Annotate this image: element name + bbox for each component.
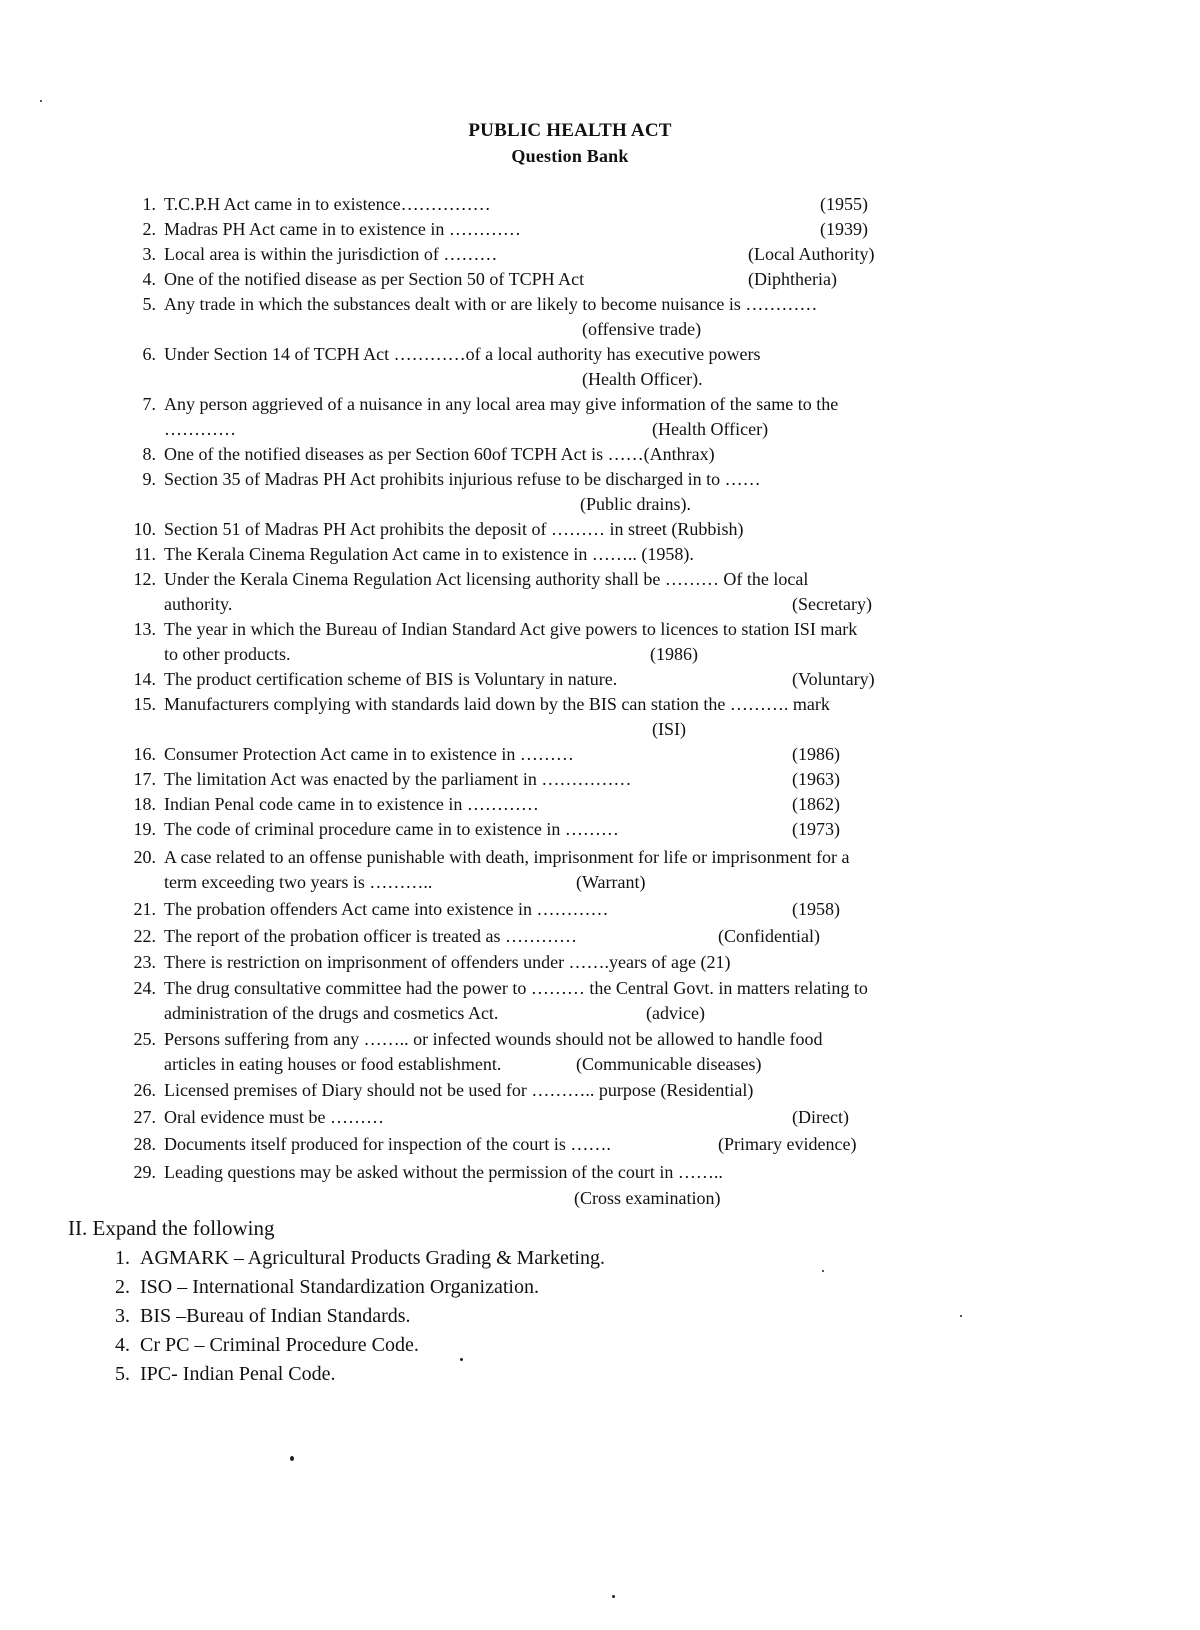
question-continuation: to other products. xyxy=(164,644,291,664)
question-text: The Kerala Cinema Regulation Act came in to existence in …….. (1958). xyxy=(164,544,694,564)
question-number: 4. xyxy=(142,269,156,289)
question-number: 21. xyxy=(133,899,156,919)
question-number: 9. xyxy=(142,469,156,489)
question-number: 28. xyxy=(133,1134,156,1154)
question-answer: (Warrant) xyxy=(576,872,646,892)
question-number: 25. xyxy=(133,1029,156,1049)
question-number: 5. xyxy=(142,294,156,314)
section-heading: II. Expand the following xyxy=(68,1216,275,1240)
question-text: The report of the probation officer is treated as ………… xyxy=(164,926,578,946)
question-22 xyxy=(112,924,1072,949)
question-answer: (Health Officer). xyxy=(582,369,703,389)
scan-speck xyxy=(40,100,42,102)
question-number: 26. xyxy=(133,1080,156,1100)
item-number: 4. xyxy=(115,1334,130,1356)
question-text: Madras PH Act came in to existence in ………… xyxy=(164,219,521,239)
item-number: 5. xyxy=(115,1363,130,1385)
question-number: 12. xyxy=(133,569,156,589)
question-answer: (Public drains). xyxy=(580,494,691,514)
question-answer: (1973) xyxy=(792,819,840,839)
question-29 xyxy=(112,1160,1072,1208)
question-text: The probation offenders Act came into existence in ………… xyxy=(164,899,609,919)
item-number: 2. xyxy=(115,1276,130,1298)
question-answer: (1958) xyxy=(792,899,840,919)
question-answer: (Primary evidence) xyxy=(718,1134,857,1154)
question-number: 13. xyxy=(133,619,156,639)
question-text: Oral evidence must be ……… xyxy=(164,1107,384,1127)
expand-item-5 xyxy=(100,1360,336,1388)
question-23 xyxy=(112,950,1072,975)
question-4 xyxy=(112,267,1072,292)
page-subtitle: Question Bank xyxy=(511,146,629,166)
question-answer: (1862) xyxy=(792,794,840,814)
question-number: 3. xyxy=(142,244,156,264)
question-text: Persons suffering from any …….. or infected wounds should not be allowed to handle food xyxy=(164,1029,823,1049)
question-number: 27. xyxy=(133,1107,156,1127)
question-21 xyxy=(112,897,1072,922)
question-answer: (1986) xyxy=(650,644,698,664)
question-text: One of the notified diseases as per Section 60of TCPH Act is ……(Anthrax) xyxy=(164,444,715,464)
question-5 xyxy=(112,292,1072,339)
question-text: Under Section 14 of TCPH Act …………of a local authority has executive powers xyxy=(164,344,761,364)
scan-speck xyxy=(822,1270,824,1272)
question-text: The year in which the Bureau of Indian Standard Act give powers to licences to station ISI mark xyxy=(164,619,858,639)
question-13 xyxy=(112,617,1072,664)
question-answer: (ISI) xyxy=(652,719,686,739)
question-27 xyxy=(112,1105,1072,1130)
expand-item-4 xyxy=(100,1331,419,1359)
question-answer: (Voluntary) xyxy=(792,669,875,689)
question-number: 15. xyxy=(133,694,156,714)
question-text: The drug consultative committee had the power to ……… the Central Govt. in matters relating to xyxy=(164,978,868,998)
question-number: 17. xyxy=(133,769,156,789)
question-number: 11. xyxy=(134,544,156,564)
question-answer: (Direct) xyxy=(792,1107,849,1127)
question-10 xyxy=(112,517,1072,542)
question-number: 18. xyxy=(133,794,156,814)
item-text: Cr PC – Criminal Procedure Code. xyxy=(140,1334,419,1356)
question-text: Leading questions may be asked without the permission of the court in …….. xyxy=(164,1162,723,1182)
question-continuation: articles in eating houses or food establishment. xyxy=(164,1054,502,1074)
question-18 xyxy=(112,792,1072,817)
question-text: The code of criminal procedure came in to existence in ……… xyxy=(164,819,619,839)
item-number: 3. xyxy=(115,1305,130,1327)
question-number: 8. xyxy=(142,444,156,464)
question-text: Under the Kerala Cinema Regulation Act licensing authority shall be ……… Of the local xyxy=(164,569,809,589)
question-answer: (Confidential) xyxy=(718,926,820,946)
question-number: 29. xyxy=(133,1162,156,1182)
question-number: 23. xyxy=(133,952,156,972)
question-2 xyxy=(112,217,1072,242)
question-number: 24. xyxy=(133,978,156,998)
question-24 xyxy=(112,976,1072,1023)
question-text: The product certification scheme of BIS is Voluntary in nature. xyxy=(164,669,618,689)
question-3 xyxy=(112,242,1072,267)
item-number: 1. xyxy=(115,1247,130,1269)
question-number: 1. xyxy=(142,194,156,214)
item-text: ISO – International Standardization Organization. xyxy=(140,1276,539,1298)
question-text: A case related to an offense punishable with death, imprisonment for life or imprisonment for a xyxy=(164,847,850,867)
question-text: The limitation Act was enacted by the parliament in …………… xyxy=(164,769,632,789)
question-continuation: term exceeding two years is ……….. xyxy=(164,872,433,892)
question-17 xyxy=(112,767,1072,792)
question-continuation: administration of the drugs and cosmetics Act. xyxy=(164,1003,499,1023)
scan-speck xyxy=(612,1595,615,1598)
question-25 xyxy=(112,1027,1072,1074)
question-number: 22. xyxy=(133,926,156,946)
question-20 xyxy=(112,845,1072,892)
question-11 xyxy=(112,542,1072,567)
question-15 xyxy=(112,692,1072,739)
question-number: 7. xyxy=(142,394,156,414)
question-number: 20. xyxy=(133,847,156,867)
question-answer: (advice) xyxy=(646,1003,705,1023)
question-answer: (Secretary) xyxy=(792,594,872,614)
question-text: There is restriction on imprisonment of offenders under …….years of age (21) xyxy=(164,952,731,972)
question-answer: (Communicable diseases) xyxy=(576,1054,762,1074)
question-text: Consumer Protection Act came in to existence in ……… xyxy=(164,744,574,764)
question-text: T.C.P.H Act came in to existence…………… xyxy=(164,194,491,214)
expand-item-3 xyxy=(100,1302,411,1330)
question-answer: (1963) xyxy=(792,769,840,789)
question-number: 2. xyxy=(142,219,156,239)
question-answer: (Local Authority) xyxy=(748,244,875,264)
question-text: Section 51 of Madras PH Act prohibits the deposit of ……… in street (Rubbish) xyxy=(164,519,744,539)
scan-speck xyxy=(960,1315,962,1317)
question-text: Any person aggrieved of a nuisance in any local area may give information of the same to the xyxy=(164,394,839,414)
question-answer: (1939) xyxy=(820,219,868,239)
question-text: Indian Penal code came in to existence in ………… xyxy=(164,794,539,814)
question-text: Local area is within the jurisdiction of ……… xyxy=(164,244,498,264)
question-answer: (1955) xyxy=(820,194,868,214)
question-1 xyxy=(112,192,1072,217)
item-text: IPC- Indian Penal Code. xyxy=(140,1363,336,1385)
question-number: 16. xyxy=(133,744,156,764)
question-number: 14. xyxy=(133,669,156,689)
scan-speck xyxy=(460,1358,463,1361)
question-answer: (Health Officer) xyxy=(652,419,769,439)
item-text: BIS –Bureau of Indian Standards. xyxy=(140,1305,411,1327)
question-answer: (Cross examination) xyxy=(574,1188,721,1208)
question-text: Section 35 of Madras PH Act prohibits injurious refuse to be discharged in to …… xyxy=(164,469,761,489)
question-16 xyxy=(112,742,1072,767)
question-text: Any trade in which the substances dealt with or are likely to become nuisance is ………… xyxy=(164,294,818,314)
question-text: One of the notified disease as per Section 50 of TCPH Act xyxy=(164,269,585,289)
question-answer: (1986) xyxy=(792,744,840,764)
question-number: 10. xyxy=(133,519,156,539)
question-19 xyxy=(112,817,1072,842)
question-answer: (offensive trade) xyxy=(582,319,702,339)
page-title: PUBLIC HEALTH ACT xyxy=(468,120,672,141)
scan-speck xyxy=(290,1456,294,1461)
question-28 xyxy=(112,1132,1072,1157)
question-26 xyxy=(112,1078,1072,1103)
question-9 xyxy=(112,467,1072,514)
question-continuation: ………… xyxy=(164,419,236,439)
expand-item-1 xyxy=(100,1244,605,1272)
question-14 xyxy=(112,667,1072,692)
question-text: Licensed premises of Diary should not be used for ……….. purpose (Residential) xyxy=(164,1080,754,1100)
question-number: 19. xyxy=(133,819,156,839)
question-7 xyxy=(112,392,1072,439)
item-text: AGMARK – Agricultural Products Grading & Marketing. xyxy=(140,1247,605,1269)
question-continuation: authority. xyxy=(164,594,233,614)
question-text: Documents itself produced for inspection of the court is ……. xyxy=(164,1134,611,1154)
question-8 xyxy=(112,442,1072,467)
question-answer: (Diphtheria) xyxy=(748,269,837,289)
question-number: 6. xyxy=(142,344,156,364)
question-12 xyxy=(112,567,1072,614)
expand-item-2 xyxy=(100,1273,539,1301)
question-text: Manufacturers complying with standards laid down by the BIS can station the ………. mark xyxy=(164,694,830,714)
question-6 xyxy=(112,342,1072,389)
